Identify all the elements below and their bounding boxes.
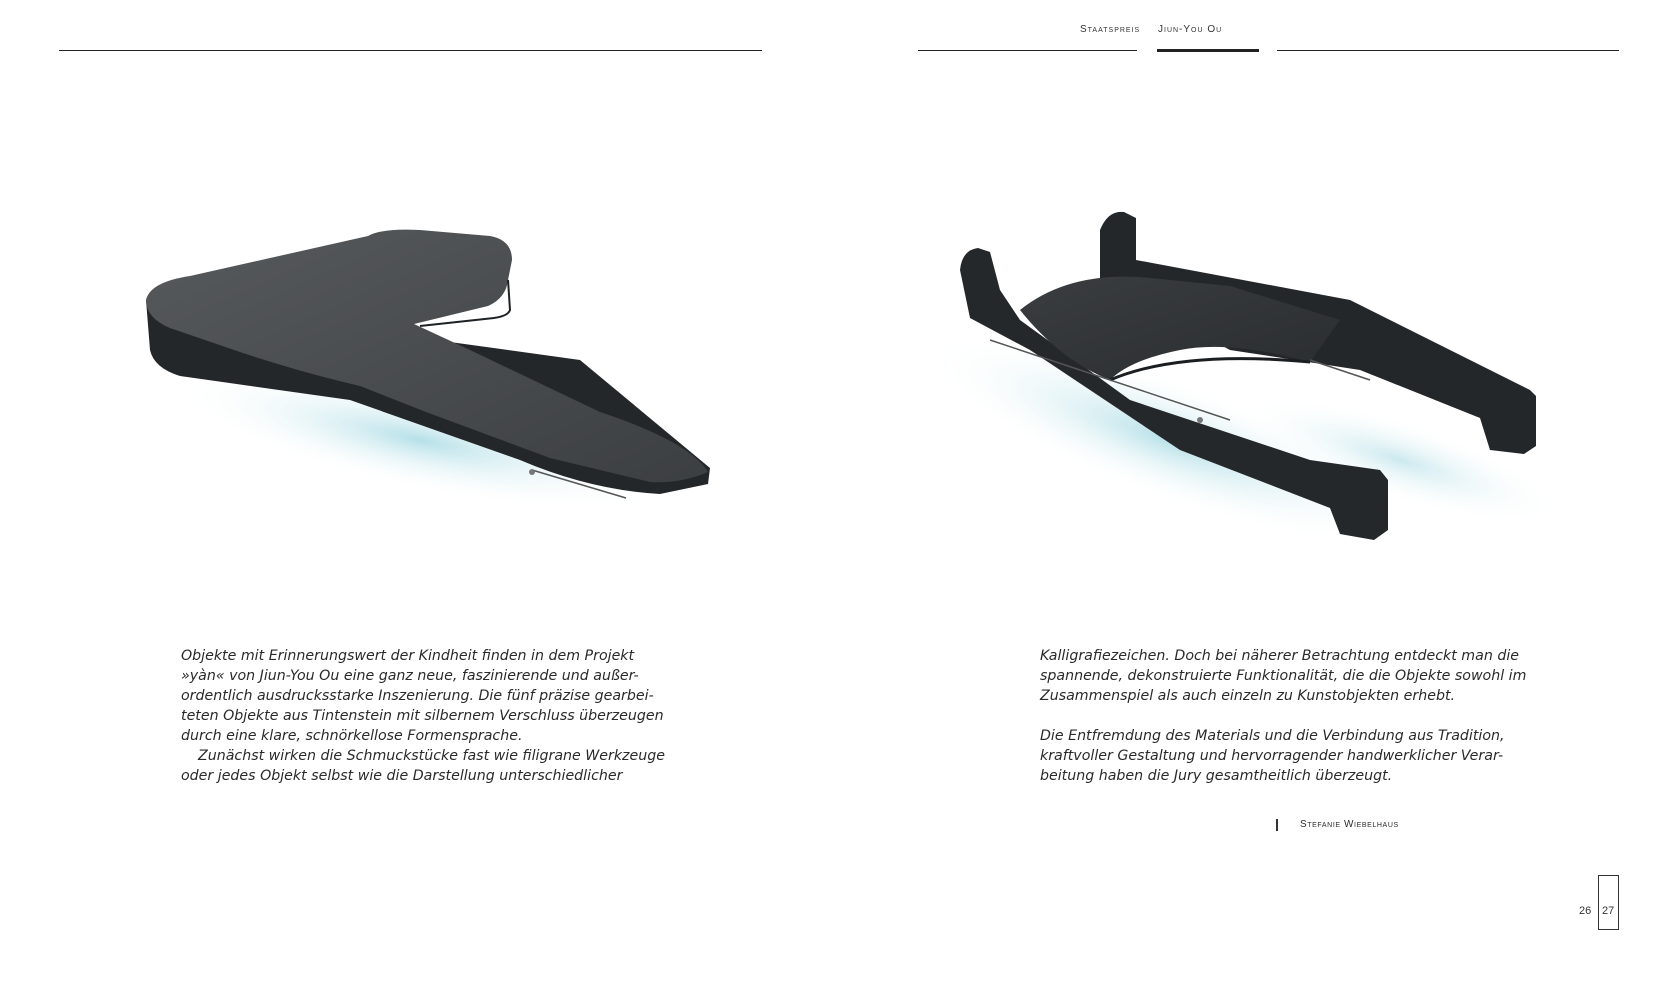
page-number-right: 27 — [1602, 905, 1615, 917]
text-line: teten Objekte aus Tintenstein mit silbernem Verschluss überzeugen — [181, 708, 664, 724]
header-artist-label: Jiun-You Ou — [1158, 24, 1223, 35]
text-line: kraftvoller Gestaltung und hervorragender handwerklicher Verar- — [1040, 748, 1504, 764]
page-number-left: 26 — [1579, 905, 1592, 917]
author-name: Stefanie Wiebelhaus — [1300, 819, 1399, 830]
text-line: spannende, dekonstruierte Funktionalität, die die Objekte sowohl im — [1040, 668, 1527, 684]
right-header-rule-b — [1277, 50, 1619, 51]
right-object-photo — [930, 190, 1590, 610]
text-line: Zunächst wirken die Schmuckstücke fast wie filigrane Werkzeuge — [198, 748, 665, 764]
text-line: »yàn« von Jiun-You Ou eine ganz neue, faszinierende und außer- — [181, 668, 639, 684]
right-header-rule-active — [1157, 49, 1259, 52]
text-line: durch eine klare, schnörkellose Formensprache. — [181, 728, 523, 744]
text-line: oder jedes Objekt selbst wie die Darstellung unterschiedlicher — [181, 768, 623, 784]
left-header-rule — [59, 50, 762, 51]
left-text-block — [181, 646, 665, 786]
right-text-block — [1040, 646, 1526, 786]
author-marker — [1276, 819, 1278, 831]
text-line: ordentlich ausdrucksstarke Inszenierung. Die fünf präzise gearbei- — [181, 688, 654, 704]
right-header-rule-a — [918, 50, 1137, 51]
page-number-box — [1598, 875, 1619, 930]
paragraph-gap — [1040, 706, 1526, 726]
text-line: Zusammenspiel als auch einzeln zu Kunstobjekten erhebt. — [1040, 688, 1456, 704]
left-object-photo — [120, 200, 740, 600]
text-line: Objekte mit Erinnerungswert der Kindheit finden in dem Projekt — [181, 648, 635, 664]
text-line: Kalligrafiezeichen. Doch bei näherer Betrachtung entdeckt man die — [1040, 648, 1520, 664]
text-line: Die Entfremdung des Materials und die Verbindung aus Tradition, — [1040, 728, 1505, 744]
text-line: beitung haben die Jury gesamtheitlich überzeugt. — [1040, 768, 1393, 784]
header-section-label: Staatspreis — [1080, 24, 1141, 35]
